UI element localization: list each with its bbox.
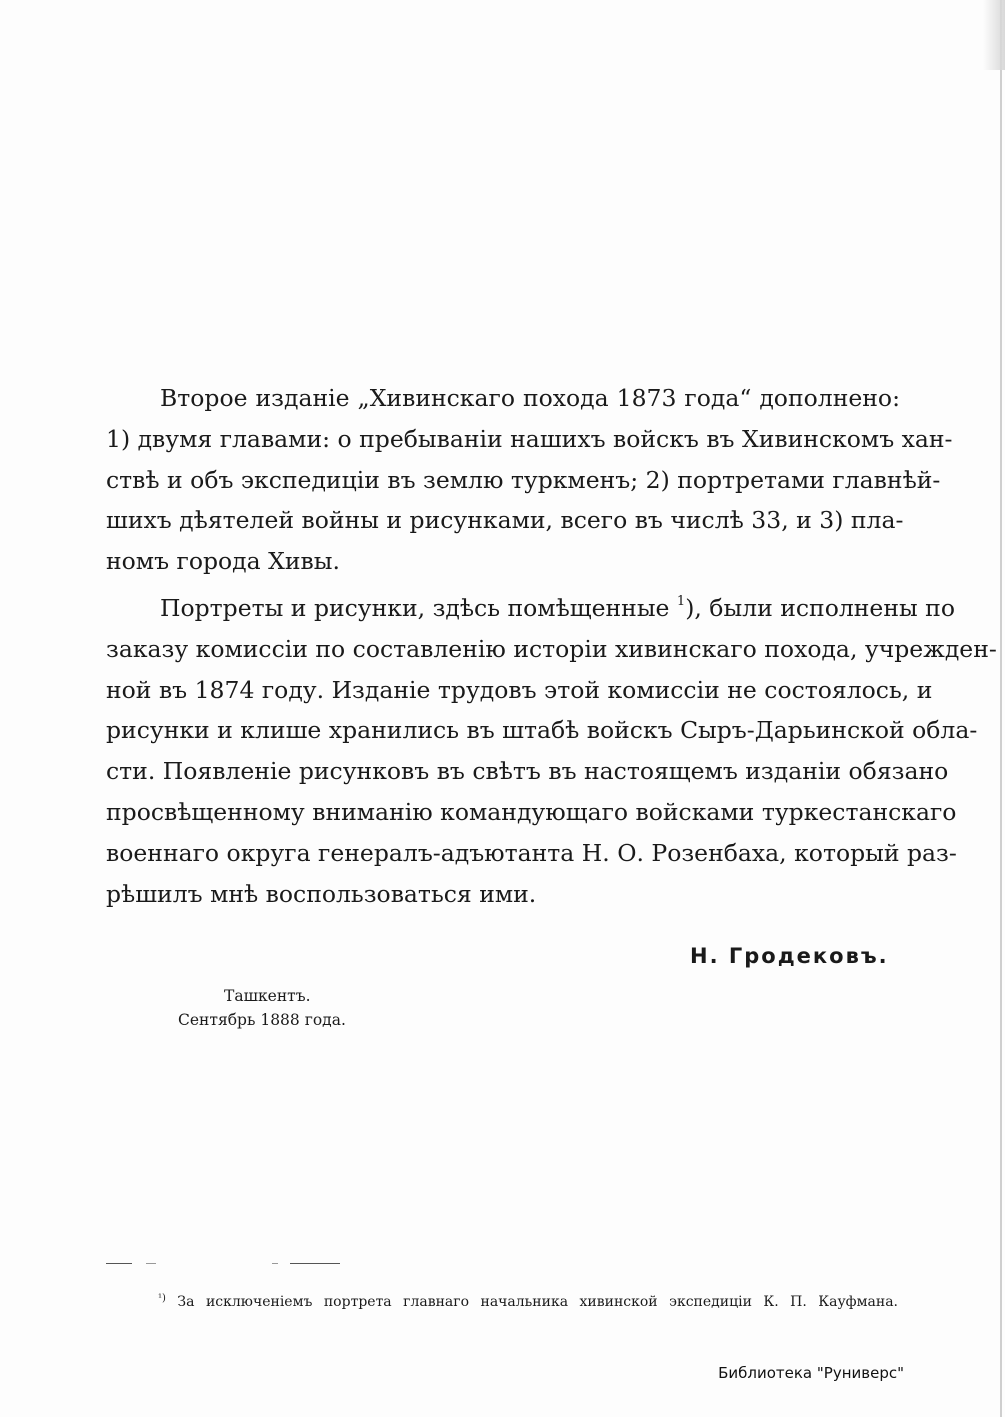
footnote-rule xyxy=(290,1263,340,1264)
footnote-rule xyxy=(146,1263,156,1264)
scan-corner-shadow xyxy=(983,0,1005,70)
text-line: сти. Появленіе рисунковъ въ свѣтъ въ настоящемъ изданіи обязано xyxy=(106,757,949,786)
date: Сентябрь 1888 года. xyxy=(178,1011,346,1029)
footnote-rule xyxy=(106,1263,132,1264)
text-line: рисунки и клише хранились въ штабѣ войскъ Сыръ-Дарьинской обла- xyxy=(106,716,978,745)
text-line: военнаго округа генералъ-адъютанта Н. О. Розенбаха, который раз- xyxy=(106,838,957,867)
text-line: рѣшилъ мнѣ воспользоваться ими. xyxy=(106,879,537,908)
text-line: шихъ дѣятелей войны и рисунками, всего въ числѣ 33, и 3) пла- xyxy=(106,506,904,535)
text-line: ной въ 1874 году. Изданіе трудовъ этой комиссіи не состоялось, и xyxy=(106,675,933,704)
footnote xyxy=(158,1293,898,1310)
text-line: заказу комиссіи по составленію исторіи хивинскаго похода, учрежден- xyxy=(106,634,997,663)
footnote-text: За исключеніемъ портрета главнаго начальника хивинской экспедиціи К. П. Кауфмана. xyxy=(177,1294,899,1310)
footnote-mark: ¹) xyxy=(158,1293,166,1304)
text-line: Второе изданіе „Хивинскаго похода 1873 года“ дополнено: xyxy=(160,384,900,412)
text-line xyxy=(106,588,955,629)
footnote-ref: 1 xyxy=(676,593,686,609)
text-fragment: ), были исполнены по xyxy=(685,593,955,622)
footnote-rule xyxy=(272,1263,278,1264)
text-fragment: Портреты и рисунки, здѣсь помѣщенные xyxy=(160,593,677,622)
place: Ташкентъ. xyxy=(224,987,311,1005)
page-edge xyxy=(1000,0,1002,1417)
author-signature: Н. Гродековъ. xyxy=(690,944,889,968)
text-line: просвѣщенному вниманію командующаго войсками туркестанскаго xyxy=(106,797,957,826)
place-and-date xyxy=(160,984,360,1032)
text-line: ствѣ и объ экспедиціи въ землю туркменъ; 2) портретами главнѣй- xyxy=(106,465,941,494)
text-line: 1) двумя главами: о пребываніи нашихъ войскъ въ Хивинскомъ хан- xyxy=(106,424,953,453)
library-watermark: Библиотека "Руниверс" xyxy=(718,1364,904,1382)
text-line: номъ города Хивы. xyxy=(106,547,340,576)
preface-text xyxy=(106,378,997,914)
